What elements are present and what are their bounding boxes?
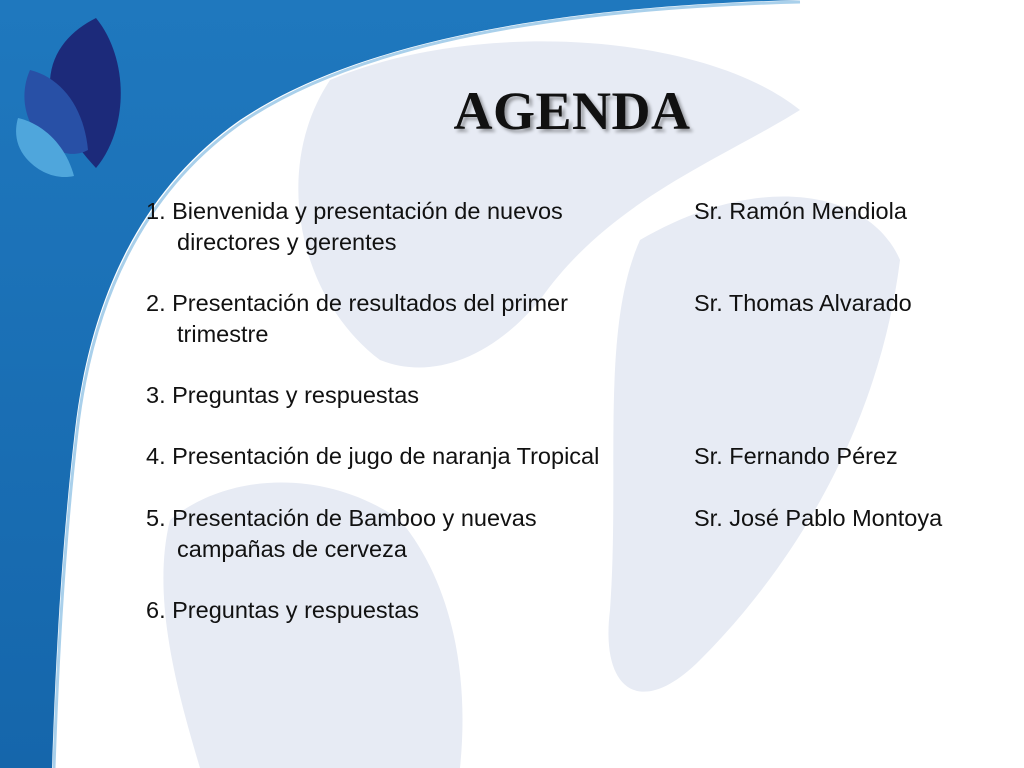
agenda-item-1 (146, 196, 686, 258)
agenda-item-6 (146, 595, 686, 626)
agenda-item-text-continued: directores y gerentes (177, 229, 397, 255)
agenda-item-3 (146, 380, 686, 411)
agenda-item-4-speaker: Sr. Fernando Pérez (694, 443, 898, 469)
agenda-item-5 (146, 503, 686, 565)
agenda-item-text: 5. Presentación de Bamboo y nuevas (146, 505, 537, 531)
agenda-item-text: 4. Presentación de jugo de naranja Tropical (146, 443, 600, 469)
agenda-item-4 (146, 441, 686, 472)
slide-title: AGENDA (453, 81, 691, 141)
agenda-item-text: 3. Preguntas y respuestas (146, 382, 420, 408)
agenda-item-text: 2. Presentación de resultados del primer (146, 290, 568, 316)
agenda-item-text: 1. Bienvenida y presentación de nuevos (146, 198, 563, 224)
agenda-item-2 (146, 288, 686, 350)
agenda-item-text: 6. Preguntas y respuestas (146, 597, 420, 623)
agenda-item-5-speaker: Sr. José Pablo Montoya (694, 505, 943, 531)
agenda-item-text-continued: campañas de cerveza (177, 536, 407, 562)
agenda-item-1-speaker: Sr. Ramón Mendiola (694, 198, 907, 224)
agenda-item-2-speaker: Sr. Thomas Alvarado (694, 290, 912, 316)
agenda-item-text-continued: trimestre (177, 321, 269, 347)
